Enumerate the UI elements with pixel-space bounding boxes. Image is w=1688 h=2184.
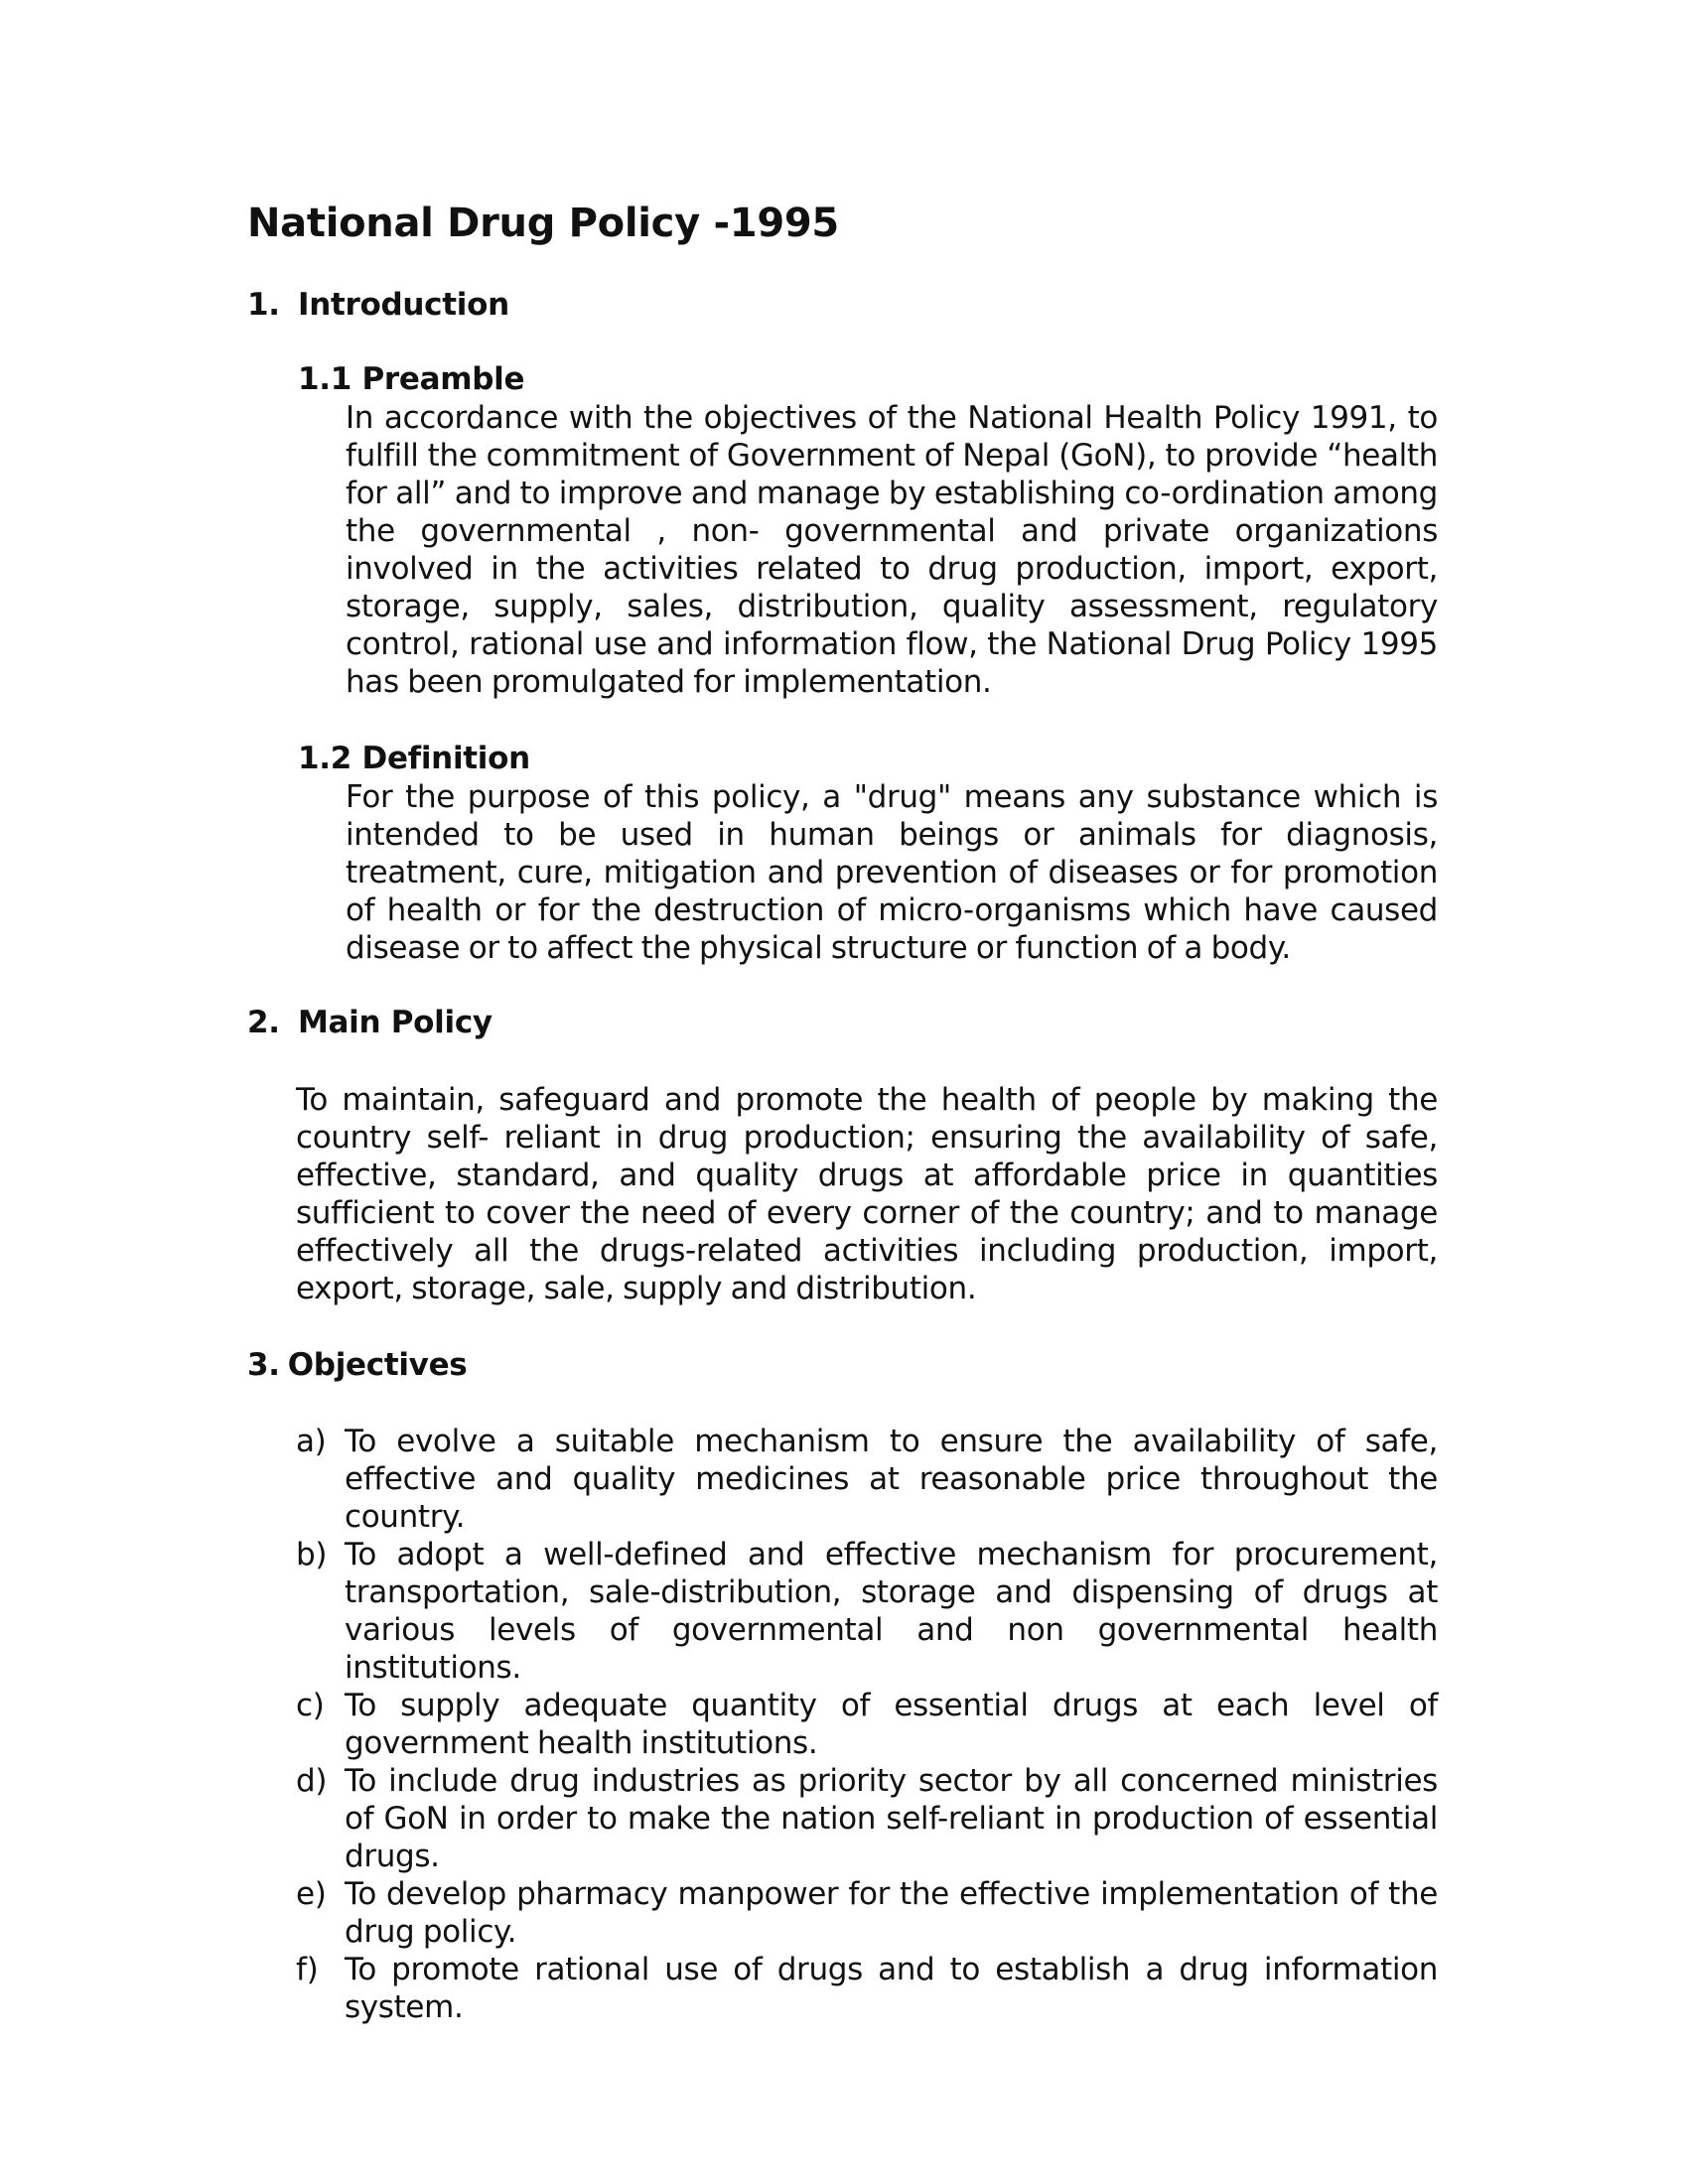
objective-text: To develop pharmacy manpower for the effective implementation of the drug policy. [345, 1876, 1438, 1950]
section-title: Introduction [298, 287, 509, 323]
objective-marker: c) [296, 1688, 325, 1723]
objective-item [296, 1423, 1438, 1536]
section-number: 2. [247, 1005, 280, 1040]
objective-item [296, 1762, 1438, 1875]
objective-text: To supply adequate quantity of essential drugs at each level of government health institutions. [345, 1688, 1438, 1761]
section-number: 1. [247, 287, 280, 323]
section-introduction-heading [247, 285, 509, 325]
objective-text: To evolve a suitable mechanism to ensure the availability of safe, effective and quality medicines at reasonable price throughout the country. [345, 1424, 1438, 1535]
section-title: Main Policy [298, 1005, 492, 1040]
objective-marker: b) [296, 1537, 328, 1572]
section-title: Objectives [287, 1347, 468, 1383]
document-title: National Drug Policy -1995 [247, 201, 839, 246]
preamble-text: In accordance with the objectives of the National Health Policy 1991, to fulfill the commitment of Government of Nepal (GoN), to provide “health for all” and to improve and manage by establishing co-ordination among the governmental , non- governmental and private organizations involved in the activities related to drug production, import, export, storage, supply, sales, distribution, quality assessment, regulatory control, rational use and information flow, the National Drug Policy 1995 has been promulgated for implementation. [346, 400, 1438, 700]
objective-item [296, 1951, 1438, 2026]
objectives-list [296, 1423, 1438, 2026]
definition-heading: 1.2 Definition [298, 741, 530, 776]
preamble-heading: 1.1 Preamble [298, 361, 525, 397]
main-policy-text: To maintain, safeguard and promote the health of people by making the country self- reliant in drug production; ensuring the availability of safe, effective, standard, and quality drugs at affordable price in quantities sufficient to cover the need of every corner of the country; and to manage effectively all the drugs-related activities including production, import, export, storage, sale, supply and distribution. [296, 1082, 1438, 1306]
objective-marker: d) [296, 1763, 328, 1799]
objective-marker: a) [296, 1424, 327, 1459]
objective-text: To adopt a well-defined and effective mechanism for procurement, transportation, sale-distribution, storage and dispensing of drugs at various levels of governmental and non governmental health institutions. [345, 1537, 1438, 1686]
objective-item [296, 1536, 1438, 1687]
objective-marker: f) [296, 1952, 319, 1987]
objective-marker: e) [296, 1876, 327, 1912]
section-main-policy-heading [247, 1003, 492, 1042]
objective-text: To promote rational use of drugs and to establish a drug information system. [345, 1952, 1438, 2025]
definition-text: For the purpose of this policy, a "drug" means any substance which is intended to be used in human beings or animals for diagnosis, treatment, cure, mitigation and prevention of diseases or for promotion of health or for the destruction of micro-organisms which have caused disease or to affect the physical structure or function of a body. [346, 779, 1438, 966]
objective-item [296, 1875, 1438, 1951]
objective-text: To include drug industries as priority sector by all concerned ministries of GoN in order to make the nation self-reliant in production of essential drugs. [345, 1763, 1438, 1874]
objective-item [296, 1687, 1438, 1762]
section-objectives-heading [247, 1345, 467, 1385]
section-number: 3. [247, 1347, 280, 1383]
